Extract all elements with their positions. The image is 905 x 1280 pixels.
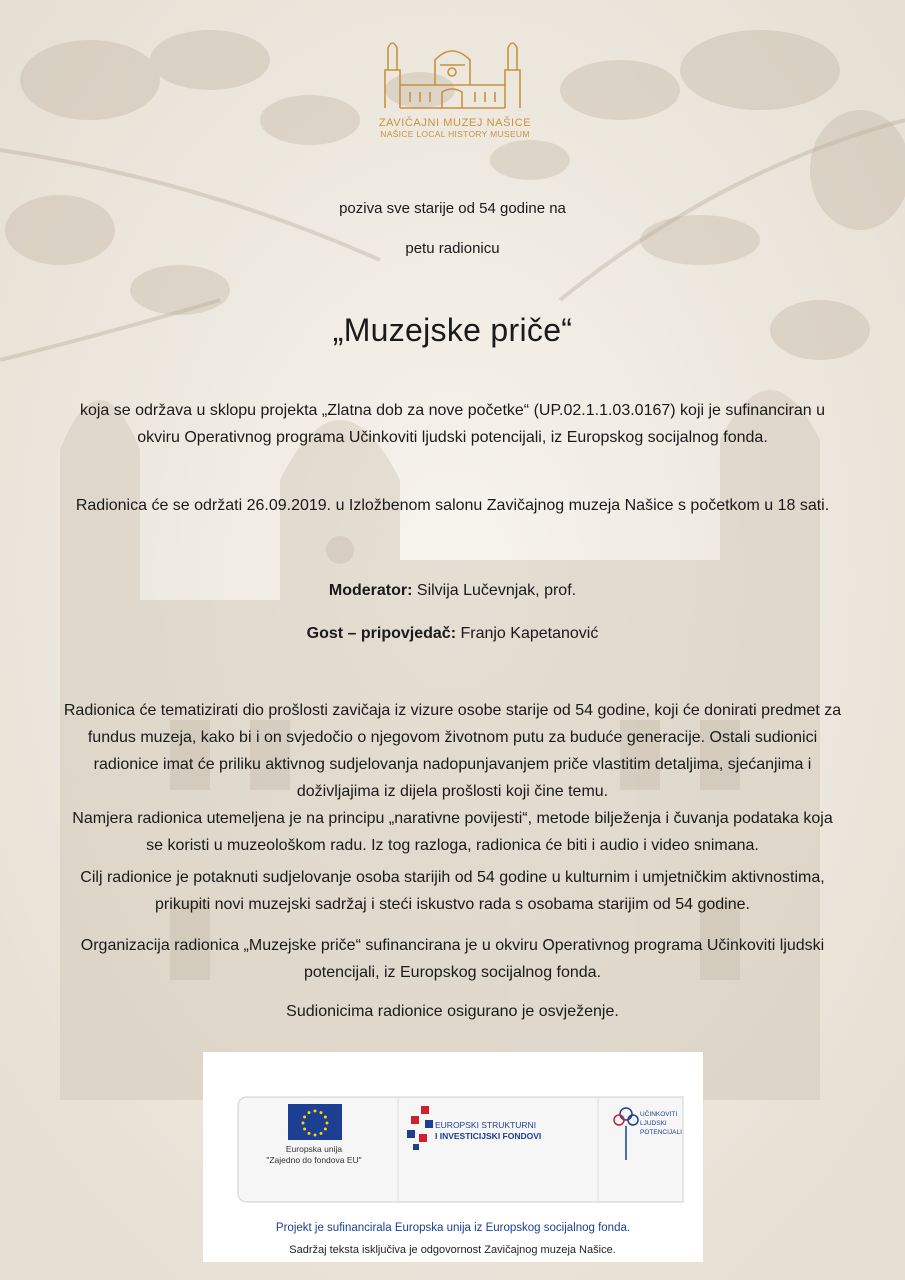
moderator-label: Moderator: (328, 582, 413, 599)
esf-label-line-1: UČINKOVITI (640, 1111, 678, 1118)
eu-flag-icon (288, 1104, 342, 1140)
paragraph-line: prikupiti novi muzejski sadržaj i steći iskustvo rada s osobama starijim od 54 godine. (155, 896, 750, 913)
esif-label (435, 1120, 541, 1142)
page-title: „Muzejske priče“ (332, 312, 573, 348)
eu-label-line-1: Europska unija (285, 1144, 343, 1154)
esif-label-line-1: EUROPSKI STRUKTURNI (435, 1120, 537, 1130)
event-details: Radionica će se održati 26.09.2019. u Izložbenom salonu Zavičajnog muzeja Našice s početkom u 18 sati. (75, 497, 830, 514)
paragraph-1 (0, 697, 905, 805)
esf-label-line-2: LJUDSKI (640, 1120, 667, 1127)
paragraph-line: Organizacija radionica „Muzejske priče“ sufinancirana je u okviru Operativnog programa Učinkoviti ljudski (80, 937, 825, 954)
guest-name: Franjo Kapetanović (456, 625, 599, 642)
paragraph-line: fundus muzeja, kako bi i on svjedočio o njegovom životnom putu za buduće generacije. Ostali sudionici (87, 729, 818, 746)
paragraph-line: Namjera radionica utemeljena je na principu „narativne povijesti“, metode bilježenja i čuvanja podataka koja (72, 810, 833, 827)
paragraph-line: Sudionicima radionice osigurano je osvježenje. (286, 1003, 619, 1020)
project-line-2: okviru Operativnog programa Učinkoviti ljudski potencijali, iz Europskog socijalnog fonda. (137, 429, 768, 446)
moderator-line (0, 577, 905, 604)
museum-logo (375, 30, 535, 160)
moderator-name: Silvija Lučevnjak, prof. (412, 582, 577, 599)
paragraph-2 (0, 805, 905, 859)
esif-label-line-2: I INVESTICIJSKI FONDOVI (435, 1131, 542, 1141)
paragraph-line: Cilj radionice je potaknuti sudjelovanje osoba starijih od 54 godine u kulturnim i umjetničkim aktivnostima, (80, 869, 825, 886)
paragraph-3 (0, 864, 905, 918)
guest-line (0, 620, 905, 647)
paragraph-line: potencijali, iz Europskog socijalnog fonda. (303, 964, 602, 981)
guest-label: Gost – pripovjedač: (306, 625, 457, 642)
funding-partners-banner (203, 1052, 703, 1262)
museum-building-icon (380, 30, 530, 110)
project-line-1: koja se održava u sklopu projekta „Zlatna dob za nove početke“ (UP.02.1.1.03.0167) koji je sufinanciran u (79, 402, 826, 419)
paragraph-line: radionice imat će priliku aktivnog sudjelovanja nadopunjavanjem priče vlastitim detaljima, sjećanjima i (93, 756, 812, 773)
museum-name-hr: ZAVIČAJNI MUZEJ NAŠICE (378, 117, 532, 129)
esf-label (640, 1110, 682, 1137)
paragraph-4 (0, 932, 905, 986)
paragraph-line: Radionica će tematizirati dio prošlosti zavičaja iz vizure osobe starije od 54 godine, koji će donirati predmet za (63, 702, 842, 719)
intro-line-1: poziva sve starije od 54 godine na (339, 200, 566, 217)
eu-label-line-2: "Zajedno do fondova EU" (266, 1155, 362, 1165)
paragraph-line: doživljajima iz dijela prošlosti koji čine temu. (296, 783, 609, 800)
paragraph-line: se koristi u muzeološkom radu. Iz tog razloga, radionica će biti i audio i video snimana. (146, 837, 759, 854)
esif-logo-icon (405, 1104, 435, 1152)
project-funding-note: Projekt je sufinancirala Europska unija iz Europskog socijalnog fonda. (275, 1222, 631, 1234)
museum-name-en: NAŠICE LOCAL HISTORY MUSEUM (380, 129, 530, 139)
intro-line-2: petu radionicu (405, 240, 500, 257)
paragraph-5 (0, 998, 905, 1025)
esf-flower-icon (609, 1104, 643, 1164)
esf-label-line-3: POTENCIJALI (640, 1129, 682, 1136)
project-description (0, 397, 905, 451)
disclaimer: Sadržaj teksta isključiva je odgovornost Zavičajnog muzeja Našice. (289, 1244, 616, 1256)
eu-label (245, 1144, 383, 1166)
